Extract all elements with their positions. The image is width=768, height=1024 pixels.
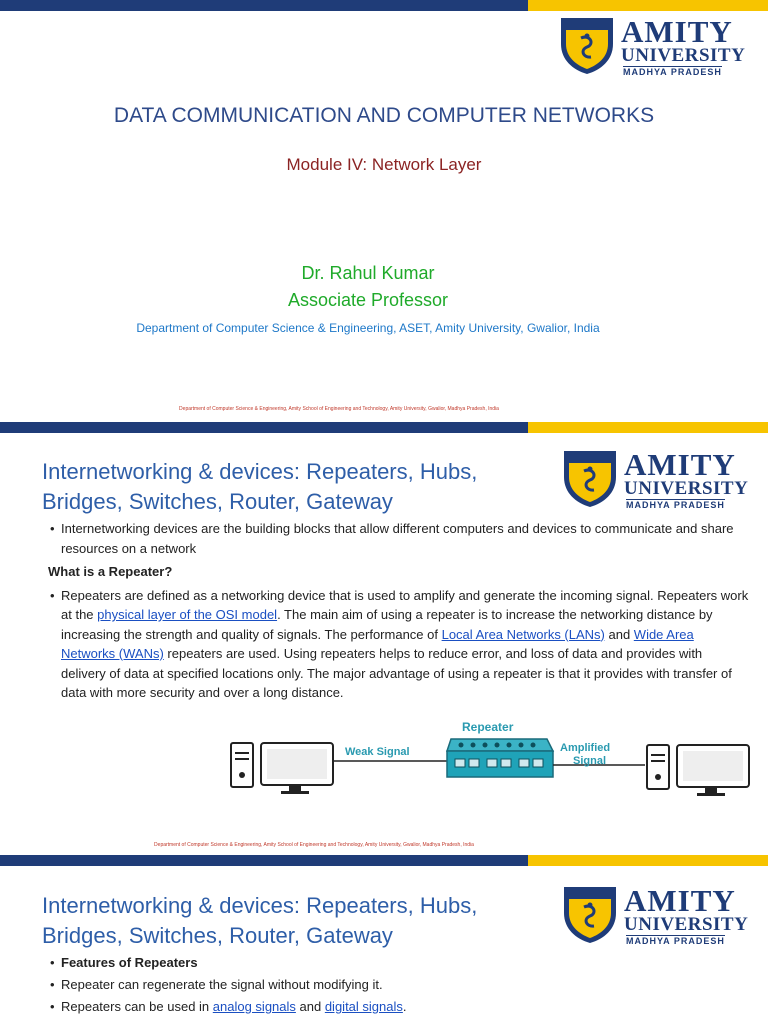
bullet-text: . <box>402 999 407 1014</box>
amplified-label-2: Signal <box>573 755 607 767</box>
top-bar <box>0 855 768 866</box>
signals-bullet <box>50 996 750 1018</box>
shield-icon <box>560 883 620 945</box>
amity-logo <box>560 883 760 953</box>
slide-body <box>50 519 750 703</box>
course-title: DATA COMMUNICATION AND COMPUTER NETWORKS <box>113 104 655 127</box>
author-name: Dr. Rahul Kumar <box>301 263 435 283</box>
department-line: Department of Computer Science & Engineering, ASET, Amity University, Gwalior, India <box>136 321 600 335</box>
slide-title-line-2: Bridges, Switches, Router, Gateway <box>42 923 393 948</box>
slide-title <box>42 891 542 951</box>
shield-icon <box>557 14 617 76</box>
top-bar <box>0 0 768 11</box>
wan-link[interactable]: Wide Area Networks (WANs) <box>61 626 694 661</box>
weak-signal-label: Weak Signal <box>345 746 410 758</box>
repeater-label: Repeater <box>462 720 514 734</box>
brand-region: MADHYA PRADESH <box>623 67 722 77</box>
bullet-text: Repeaters can be used in <box>61 999 213 1014</box>
brand-region: MADHYA PRADESH <box>626 936 725 946</box>
repeater-device-icon <box>447 739 553 777</box>
repeater-diagram <box>225 709 765 819</box>
brand-name: AMITY <box>624 883 736 918</box>
module-title: Module IV: Network Layer <box>286 155 482 174</box>
slide-title-line-2: Bridges, Switches, Router, Gateway <box>42 489 393 514</box>
analog-signals-link[interactable]: analog signals <box>212 999 296 1014</box>
slide-2 <box>0 422 768 855</box>
slide-body <box>50 952 750 1018</box>
brand-university: UNIVERSITY <box>624 478 749 499</box>
amplified-label-1: Amplified <box>560 742 611 754</box>
repeater-subheading: What is a Repeater? <box>48 564 173 579</box>
author-role: Associate Professor <box>287 290 449 310</box>
slide-title-line-1: Internetworking & devices: Repeaters, Hubs, <box>42 459 478 484</box>
lan-link[interactable]: Local Area Networks (LANs) <box>441 626 605 642</box>
right-computer-icon <box>647 745 749 796</box>
slide-3 <box>0 855 768 1024</box>
features-heading: Features of Repeaters <box>61 955 198 970</box>
repeater-bullet <box>50 586 750 703</box>
para-text: and <box>604 626 634 642</box>
top-bar <box>0 422 768 433</box>
shield-icon <box>560 447 620 509</box>
slide-footer: Department of Computer Science & Engineering, Amity School of Engineering and Technology, Amity University, Gwalior, Madhya Pradesh, India <box>154 842 474 848</box>
regenerate-bullet <box>50 974 750 996</box>
brand-region: MADHYA PRADESH <box>626 500 725 510</box>
amity-logo <box>557 14 757 84</box>
brand-name: AMITY <box>621 14 733 49</box>
slide-1 <box>0 0 768 422</box>
features-bullet <box>50 952 750 974</box>
bullet-text: and <box>295 999 325 1014</box>
slide-footer: Department of Computer Science & Engineering, Amity School of Engineering and Technology, Amity University, Gwalior, Madhya Pradesh, India <box>179 406 499 412</box>
osi-model-link[interactable]: physical layer of the OSI model <box>97 607 278 622</box>
slide-title <box>42 457 542 517</box>
amity-logo <box>560 447 760 517</box>
intro-text: Internetworking devices are the building blocks that allow different computers and devices to communicate and share resources on a network <box>61 521 734 556</box>
slide-title-line-1: Internetworking & devices: Repeaters, Hubs, <box>42 893 478 918</box>
para-text: Repeaters are defined as a networking device that is used to amplify and generate the incoming signal. Repeaters work at the <box>61 587 749 622</box>
brand-university: UNIVERSITY <box>621 45 746 66</box>
brand-university: UNIVERSITY <box>624 914 749 935</box>
para-text: repeaters are used. Using repeaters helps to reduce error, and loss of data and provides with delivery of data at specified locations only. The major advantage of using a repeater is that it provides with transfer of data with more security and over a long distance. <box>61 646 732 700</box>
bullet-text: Repeater can regenerate the signal without modifying it. <box>61 977 383 992</box>
para-text: . The main aim of using a repeater is to increase the networking distance by increasing the strength and quality of signals. The performance of <box>61 607 713 642</box>
left-computer-icon <box>231 743 333 794</box>
intro-bullet <box>50 519 750 558</box>
digital-signals-link[interactable]: digital signals <box>324 999 403 1014</box>
brand-name: AMITY <box>624 447 736 482</box>
